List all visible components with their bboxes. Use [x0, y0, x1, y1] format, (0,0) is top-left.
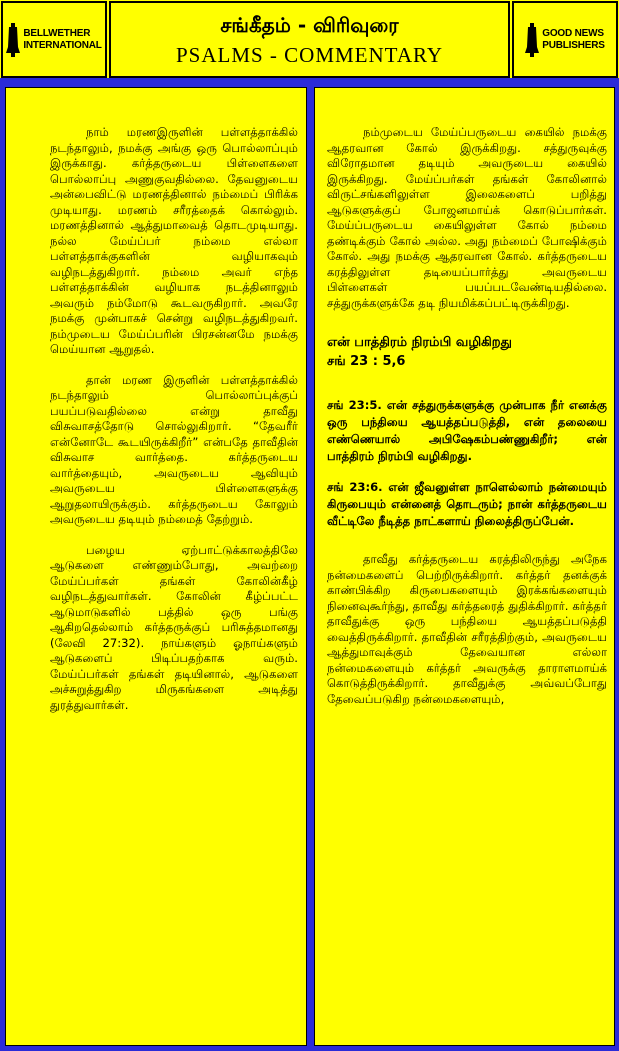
page-title-tamil: சங்கீதம் - விரிவுரை: [220, 12, 399, 37]
right-logo-line1: GOOD NEWS: [542, 27, 604, 39]
right-column-border: [310, 82, 619, 1051]
paragraph: நம்முடைய மேய்ப்பருடைய கையில் நமக்கு ஆதரவான கோல் இருக்கிறது. சத்துருவுக்கு விரோதமான தடியும் அவருடைய கையில் இருக்கிறது. மேய்ப்பர்கள் தங்கள் கோலினால் விருட்சங்களிலுள்ள இலைகளைப் பறித்து ஆடுகளுக்குப் போஜனமாய்க் கொடுப்பார்கள். மேய்ப்பருடைய கையிலுள்ள கோல் நம்மை தண்டிக்கும் கோல் அல்ல. அது நம்மைப் போஷிக்கும் கோல். அது நமக்கு ஆதரவான கோல். கர்த்தருடைய கரத்திலுள்ள தடியைப்பார்த்து அவருடைய பிள்ளைகள் பயப்படவேண்டியதில்லை. சத்துருக்களுக்கே தடி நியமிக்கப்பட்டிருக்கிறது.: [327, 125, 607, 310]
paragraph: தான் மரண இருளின் பள்ளத்தாக்கில் நடந்தாலும் பொல்லாப்புக்குப் பயப்படுவதில்லை என்று தாவீது விசுவாசத்தோடு சொல்லுகிறார். “தேவரீர் என்னோடே கூடயிருக்கிறீர்” என்பதே தாவீதின் விசுவாச வார்த்தை. கர்த்தருடைய வார்த்தையும், அவருடைய ஆவியும் அவருடைய பிள்ளைகளுக்கு ஆறுதலாயிருக்கும். கர்த்தருடைய கோலும் அவருடைய தடியும் நம்மைத் தேற்றும்.: [50, 372, 298, 526]
scripture-verse: சங் 23:5. என் சத்துருக்களுக்கு முன்பாக நீர் எனக்கு ஒரு பந்தியை ஆயத்தப்படுத்தி, என் தலையை எண்ணெயால் அபிஷேகம்பண்ணுகிறீர்; என் பாத்திரம் நிரம்பி வழிகிறது.: [327, 398, 607, 463]
paragraph: பழைய ஏற்பாட்டுக்காலத்திலே ஆடுகளை எண்ணும்போது, அவற்றை மேய்ப்பர்கள் தங்கள் கோலின்கீழ் வழிநடத்துவார்கள். கோலின் கீழ்ப்பட்ட ஆடுமாடுகளில் பத்தில் ஒரு பங்கு ஆகிறதெல்லாம் கர்த்தருக்குப் பரிசுத்தமானது (லேவி 27:32). நாய்களும் ஓநாய்களும் ஆடுகளைப் பிடிப்பதற்காக வரும். மேய்ப்பர்கள் தங்கள் தடியினால், ஆடுகளை அச்சுறுத்துகிற மிருகங்களை அடித்து துரத்துவார்கள்.: [50, 542, 298, 712]
section-heading-title: என் பாத்திரம் நிரம்பி வழிகிறது: [327, 335, 512, 350]
section-heading-reference: சங் 23 : 5,6: [327, 354, 406, 369]
bell-icon: [525, 23, 539, 57]
right-column-text: [327, 125, 607, 722]
page-title-english: PSALMS - COMMENTARY: [175, 42, 444, 67]
page-title-box: [109, 1, 510, 78]
left-column: [5, 87, 307, 1046]
left-logo-line1: BELLWETHER: [23, 27, 91, 39]
paragraph: நாம் மரணஇருளின் பள்ளத்தாக்கில் நடந்தாலும், நமக்கு அங்கு ஒரு பொல்லாப்பும் இருக்காது. கர்த்தருடைய பிள்ளைகளை பொல்லாப்பு அணுகுவதில்லை. தேவனுடைய அன்பைவிட்டு மரணத்தினால் நம்மைப் பிரிக்க முடியாது. மரணம் சரீரத்தைக் கொல்லும். மரணத்தினால் ஆத்துமாவைத் தொடமுடியாது. நல்ல மேய்ப்பர் நம்மை எல்லா பள்ளத்தாக்குகளின் வழியாகவும் வழிநடத்துகிறார். நம்மை அவர் எந்த பள்ளத்தாக்கின் வழியாக நடத்தினாலும் அவரும் நம்மோடு கூடவருகிறார். அவரே நமக்கு முன்பாகச் சென்று வழிநடத்துகிறவர். நம்முடைய மேய்ப்பரின் பிரசன்னமே நமக்கு மெய்யான ஆறுதல்.: [50, 125, 298, 356]
publisher-logo-right: [512, 1, 618, 78]
section-heading: [327, 333, 607, 371]
paragraph: தாவீது கர்த்தருடைய கரத்திலிருந்து அநேக நன்மைகளைப் பெற்றிருக்கிறார். கர்த்தர் தனக்குக் காண்பிக்கிற கிருபைகளையும் இரக்கங்களையும் நினைவுகூர்ந்து, தாவீது கர்த்தரைத் துதிக்கிறார். கர்த்தர் தாவீதுக்கு ஒரு பந்தியை ஆயத்தப்படுத்தி வைத்திருக்கிறார். தாவீதின் சரீரத்திற்கும், அவருடைய ஆத்துமாவுக்கும் தேவையான எல்லா நன்மைகளையும் கர்த்தர் அவருக்கு தாராளமாய்க் கொடுத்திருக்கிறார். தாவீதுக்கு அவ்வப்போது தேவைப்படுகிற நன்மைகளையும்,: [327, 552, 607, 706]
left-column-text: [50, 125, 298, 728]
bell-icon: [6, 23, 20, 57]
publisher-logo-left: [1, 1, 107, 78]
left-column-border: [0, 82, 310, 1051]
scripture-verse: சங் 23:6. என் ஜீவனுள்ள நாளெல்லாம் நன்மையும் கிருபையும் என்னைத் தொடரும்; நான் கர்த்தருடைய வீட்டிலே நீடித்த நாட்களாய் நிலைத்திருப்பேன்.: [327, 480, 607, 528]
left-logo-line2: INTERNATIONAL: [23, 39, 102, 51]
right-logo-line2: PUBLISHERS: [542, 39, 605, 51]
right-column: [314, 87, 615, 1046]
